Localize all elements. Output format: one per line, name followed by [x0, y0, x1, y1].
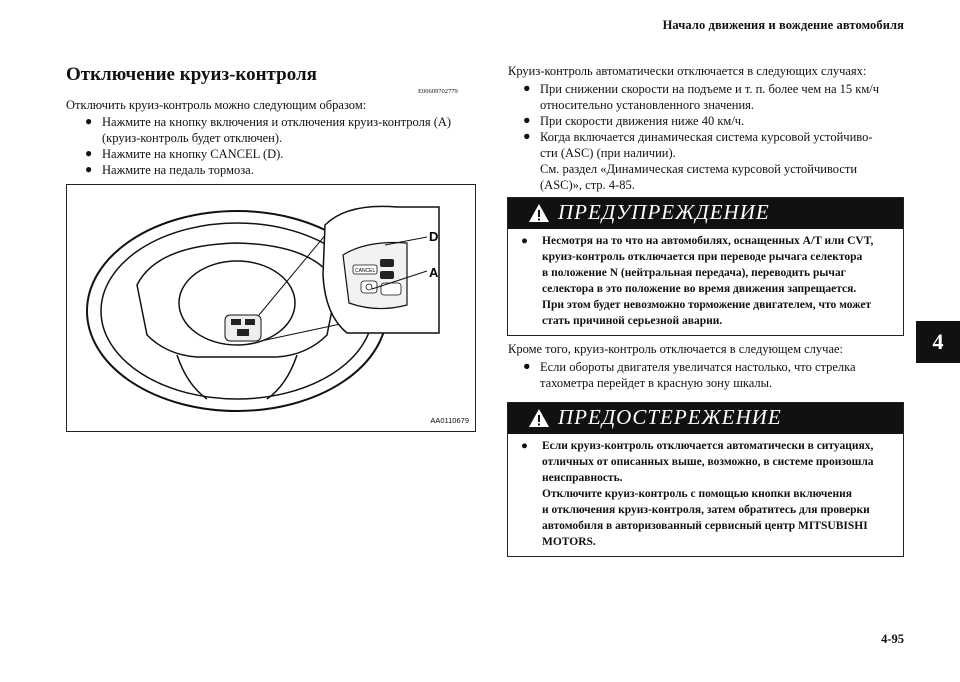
right-intro: Круиз-контроль автоматически отключается в следующих случаях: — [508, 64, 867, 78]
callout-d: D — [429, 229, 439, 244]
list-item: ● При скорости движения ниже 40 км/ч. — [523, 113, 745, 128]
caution-triangle-icon — [528, 408, 550, 428]
bullet-icon: ● — [523, 113, 531, 127]
cancel-button-label: CANCEL — [355, 268, 376, 274]
caution-title: ПРЕДОСТЕРЕЖЕНИЕ — [558, 405, 782, 429]
warning-triangle-icon — [528, 203, 550, 223]
steering-wheel-figure — [66, 184, 476, 432]
bullet-icon: ● — [521, 440, 528, 452]
steering-wheel-illustration — [67, 185, 475, 431]
section-code: E00609702779 — [418, 88, 458, 95]
bullet-icon: ● — [521, 235, 528, 247]
list-item: ● При снижении скорости на подъеме и т. п. более чем на 15 км/ч относительно установленного значения. — [523, 81, 880, 112]
left-intro: Отключить круиз-контроль можно следующим образом: — [66, 98, 367, 112]
warning-title: ПРЕДУПРЕЖДЕНИЕ — [558, 200, 770, 224]
bullet-icon: ● — [85, 162, 93, 176]
list-item: ● Нажмите на кнопку включения и отключения круиз-контроля (A) (круиз-контроль будет отключен). — [85, 114, 452, 145]
right-bullet-list — [520, 81, 920, 193]
running-header: Начало движения и вождение автомобиля — [662, 18, 904, 32]
warning-header — [508, 198, 903, 229]
chapter-tab: 4 — [916, 321, 960, 363]
left-bullet-list — [82, 114, 492, 178]
page-number: 4-95 — [881, 632, 904, 646]
list-item: ● Нажмите на кнопку CANCEL (D). — [85, 146, 284, 161]
bullet-icon: ● — [85, 146, 93, 160]
extra-case-list — [520, 359, 920, 391]
warning-body: ● Несмотря на то что на автомобилях, оснащенных A/T или CVT, круиз-контроль отключается при переводе рычага селектора в положение N (нейтральная передача), переводить рычаг селектора в это положение во время движения запрещается. При этом будет невозможно торможение двигателем, что может стать причиной серьезной аварии. — [521, 235, 874, 327]
list-item: ● Нажмите на педаль тормоза. — [85, 162, 254, 177]
section-title: Отключение круиз-контроля — [66, 64, 317, 85]
bullet-icon: ● — [85, 114, 93, 128]
warning-box — [507, 197, 904, 336]
bullet-icon: ● — [523, 129, 531, 143]
figure-id: AA0110679 — [430, 416, 469, 425]
bullet-icon: ● — [523, 359, 531, 373]
bullet-icon: ● — [523, 81, 531, 95]
caution-header — [508, 403, 903, 434]
caution-body: ● Если круиз-контроль отключается автоматически в ситуациях, отличных от описанных выше, возможно, в системе произошла неисправность. Отключите круиз-контроль с помощью кнопки включения и отключения круиз-контроля, затем обратитесь для проверки автомобиля в авторизованный сервисный центр MITSUBISHI MOTORS. — [521, 440, 874, 548]
extra-case-intro: Кроме того, круиз-контроль отключается в следующем случае: — [508, 342, 844, 356]
zoom-inset — [323, 206, 439, 333]
callout-a: A — [429, 265, 439, 280]
list-item: ● Если обороты двигателя увеличатся настолько, что стрелка тахометра перейдет в красную зону шкалы. — [523, 359, 856, 390]
caution-box — [507, 402, 904, 557]
list-item: ● Когда включается динамическая система курсовой устойчиво- сти (ASC) (при наличии). См. раздел «Динамическая система курсовой устойчивости (ASC)», стр. 4-85. — [523, 129, 873, 192]
